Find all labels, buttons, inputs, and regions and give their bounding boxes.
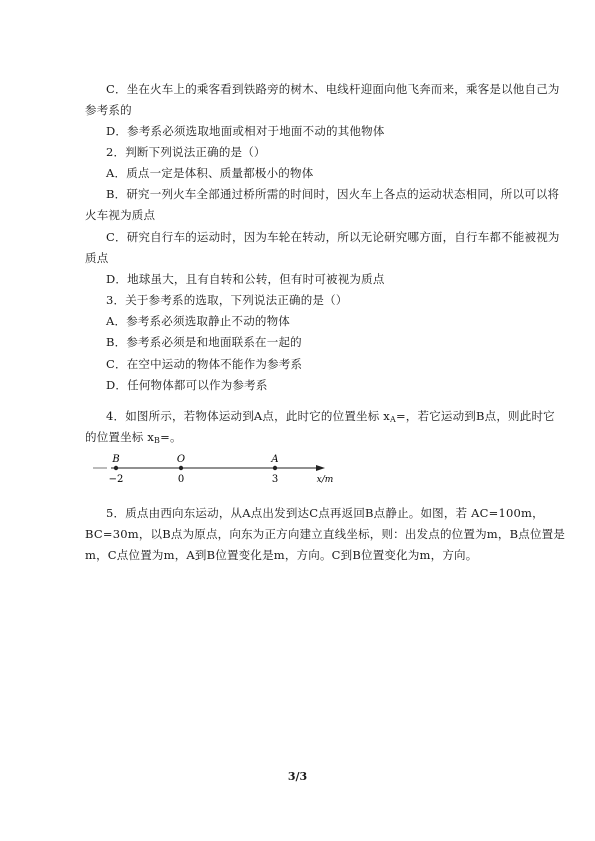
point-b-dot (114, 466, 118, 470)
question-2-option-c-cont: 质点 (85, 251, 109, 265)
question-4-line-2-text-end: =。 (160, 430, 182, 444)
question-4-line-1-text: 4．如图所示，若物体运动到A点，此时它的位置坐标 x (106, 409, 390, 423)
question-2-stem: 2．判断下列说法正确的是（） (106, 145, 266, 159)
question-2-option-c: C．研究自行车的运动时，因为车轮在转动，所以无论研究哪方面，自行车都不能被视为 (106, 230, 560, 244)
axis-arrow-icon (316, 465, 325, 471)
point-o-label: O (176, 454, 186, 465)
number-line-svg (85, 452, 345, 492)
point-o-dot (179, 466, 183, 470)
question-3-option-d: D．任何物体都可以作为参考系 (106, 378, 268, 392)
point-o-value: 0 (177, 474, 185, 485)
subscript-b: B (154, 436, 161, 445)
point-a-label: A (271, 454, 279, 465)
question-3-stem: 3．关于参考系的选取，下列说法正确的是（） (106, 293, 348, 307)
point-a-value: 3 (271, 474, 279, 485)
page-number: 3/3 (287, 770, 308, 783)
point-b-value: −2 (108, 474, 124, 485)
axis-unit-label: x/m (316, 475, 334, 485)
question-2-option-b: B．研究一列火车全部通过桥所需的时间时，因火车上各点的运动状态相同，所以可以将 (106, 187, 560, 201)
question-5-line-1: 5．质点由西向东运动，从A点出发到达C点再返回B点静止。如图，若 AC=100m， (106, 506, 544, 520)
question-4-line-1 (106, 408, 555, 428)
point-a-dot (273, 466, 277, 470)
question-5-line-2: BC=30m，以B点为原点，向东为正方向建立直线坐标，则：出发点的位置为m，B点位置是 (85, 527, 566, 541)
question-2-option-d: D．地球虽大，且有自转和公转，但有时可被视为质点 (106, 272, 385, 286)
question-4-line-2-text: 的位置坐标 x (85, 430, 155, 444)
text-line-3: D．参考系必须选取地面或相对于地面不动的其他物体 (106, 124, 385, 138)
question-2-option-b-cont: 火车视为质点 (85, 208, 156, 222)
number-line-figure (85, 452, 345, 492)
question-4-line-2 (85, 429, 182, 449)
point-b-label: B (112, 454, 120, 465)
question-4-line-1-text-end: =，若它运动到B点，则此时它 (395, 409, 555, 423)
question-5-line-3: m，C点位置为m，A到B位置变化是m，方向。C到B位置变化为m，方向。 (85, 548, 478, 562)
text-line-2: 参考系的 (85, 103, 132, 117)
question-3-option-b: B．参考系必须是和地面联系在一起的 (106, 335, 302, 349)
question-3-option-c: C．在空中运动的物体不能作为参考系 (106, 357, 303, 371)
question-2-option-a: A．质点一定是体积、质量都极小的物体 (106, 166, 314, 180)
question-3-option-a: A．参考系必须选取静止不动的物体 (106, 314, 291, 328)
text-line-1: C．坐在火车上的乘客看到铁路旁的树木、电线杆迎面向他飞奔而来，乘客是以他自己为 (106, 82, 560, 96)
subscript-a: A (389, 415, 396, 424)
